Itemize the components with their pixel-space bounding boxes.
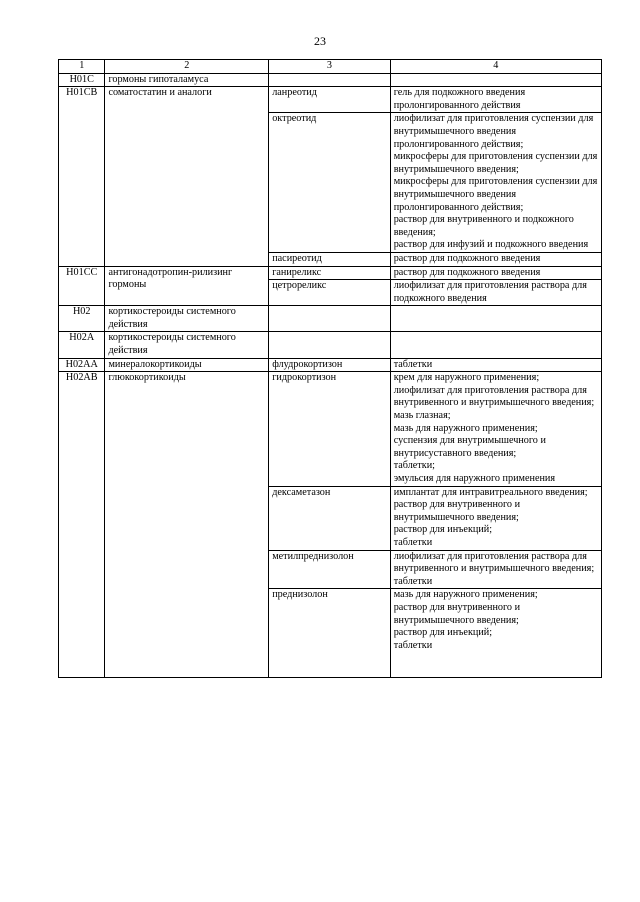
dosage-forms-cell: лиофилизат для приготовления суспензии для внутримышечного введения пролонгированного действия; микросферы для приготовления суспензии для внутримышечного введения; микросферы для приготовления суспензии для внутримышечного введения пролонгированного действия; раствор для внутривенного и подкожного введения; раствор для инфузий и подкожного введения (390, 113, 601, 253)
drug-name-cell: гидрокортизон (269, 372, 390, 486)
anatomic-group-cell: минералокортикоиды (105, 358, 269, 372)
drug-table (58, 59, 602, 678)
dosage-forms-cell: лиофилизат для приготовления раствора для внутривенного и внутримышечного введения; таблетки (390, 550, 601, 589)
drug-name-cell (269, 73, 390, 87)
atc-code-cell: H01CB (59, 87, 105, 266)
anatomic-group-cell: соматостатин и аналоги (105, 87, 269, 266)
dosage-forms-cell: раствор для подкожного введения (390, 252, 601, 266)
header-col-3: 3 (269, 60, 390, 74)
atc-code-cell: H02AA (59, 358, 105, 372)
drug-name-cell: пасиреотид (269, 252, 390, 266)
drug-name-cell: ганиреликс (269, 266, 390, 280)
drug-name-cell (269, 332, 390, 358)
table-row (59, 332, 602, 358)
drug-name-cell (269, 306, 390, 332)
dosage-forms-cell: раствор для подкожного введения (390, 266, 601, 280)
atc-code-cell: H02 (59, 306, 105, 332)
anatomic-group-cell: кортикостероиды системного действия (105, 332, 269, 358)
header-col-1: 1 (59, 60, 105, 74)
drug-name-cell: цетрореликс (269, 280, 390, 306)
drug-name-cell: октреотид (269, 113, 390, 253)
header-row (59, 60, 602, 74)
dosage-forms-cell: лиофилизат для приготовления раствора для подкожного введения (390, 280, 601, 306)
table-row (59, 87, 602, 113)
dosage-forms-cell (390, 73, 601, 87)
header-col-4: 4 (390, 60, 601, 74)
atc-code-cell: H02A (59, 332, 105, 358)
drug-name-cell: ланреотид (269, 87, 390, 113)
anatomic-group-cell: кортикостероиды системного действия (105, 306, 269, 332)
drug-name-cell: метилпреднизолон (269, 550, 390, 589)
table-row (59, 306, 602, 332)
dosage-forms-cell (390, 332, 601, 358)
table-row (59, 358, 602, 372)
dosage-forms-cell: мазь для наружного применения; раствор для внутривенного и внутримышечного введения; раствор для инъекций; таблетки (390, 589, 601, 678)
atc-code-cell: H02AB (59, 372, 105, 678)
dosage-forms-cell: крем для наружного применения; лиофилизат для приготовления раствора для внутривенного и внутримышечного введения; мазь глазная; мазь для наружного применения; суспензия для внутримышечного и внутрисуставного введения; таблетки; эмульсия для наружного применения (390, 372, 601, 486)
dosage-forms-cell (390, 306, 601, 332)
header-col-2: 2 (105, 60, 269, 74)
dosage-forms-cell: имплантат для интравитреального введения; раствор для внутривенного и внутримышечного введения; раствор для инъекций; таблетки (390, 486, 601, 550)
atc-code-cell: H01CC (59, 266, 105, 306)
dosage-forms-cell: гель для подкожного введения пролонгированного действия (390, 87, 601, 113)
table-row (59, 73, 602, 87)
drug-name-cell: преднизолон (269, 589, 390, 678)
anatomic-group-cell: антигонадотропин-рилизинг гормоны (105, 266, 269, 306)
atc-code-cell: H01C (59, 73, 105, 87)
drug-name-cell: флудрокортизон (269, 358, 390, 372)
table-row (59, 372, 602, 486)
table-row (59, 266, 602, 280)
table-body (59, 73, 602, 678)
dosage-forms-cell: таблетки (390, 358, 601, 372)
page-number: 23 (314, 34, 326, 48)
anatomic-group-cell: гормоны гипоталамуса (105, 73, 269, 87)
drug-name-cell: дексаметазон (269, 486, 390, 550)
anatomic-group-cell: глюкокортикоиды (105, 372, 269, 678)
